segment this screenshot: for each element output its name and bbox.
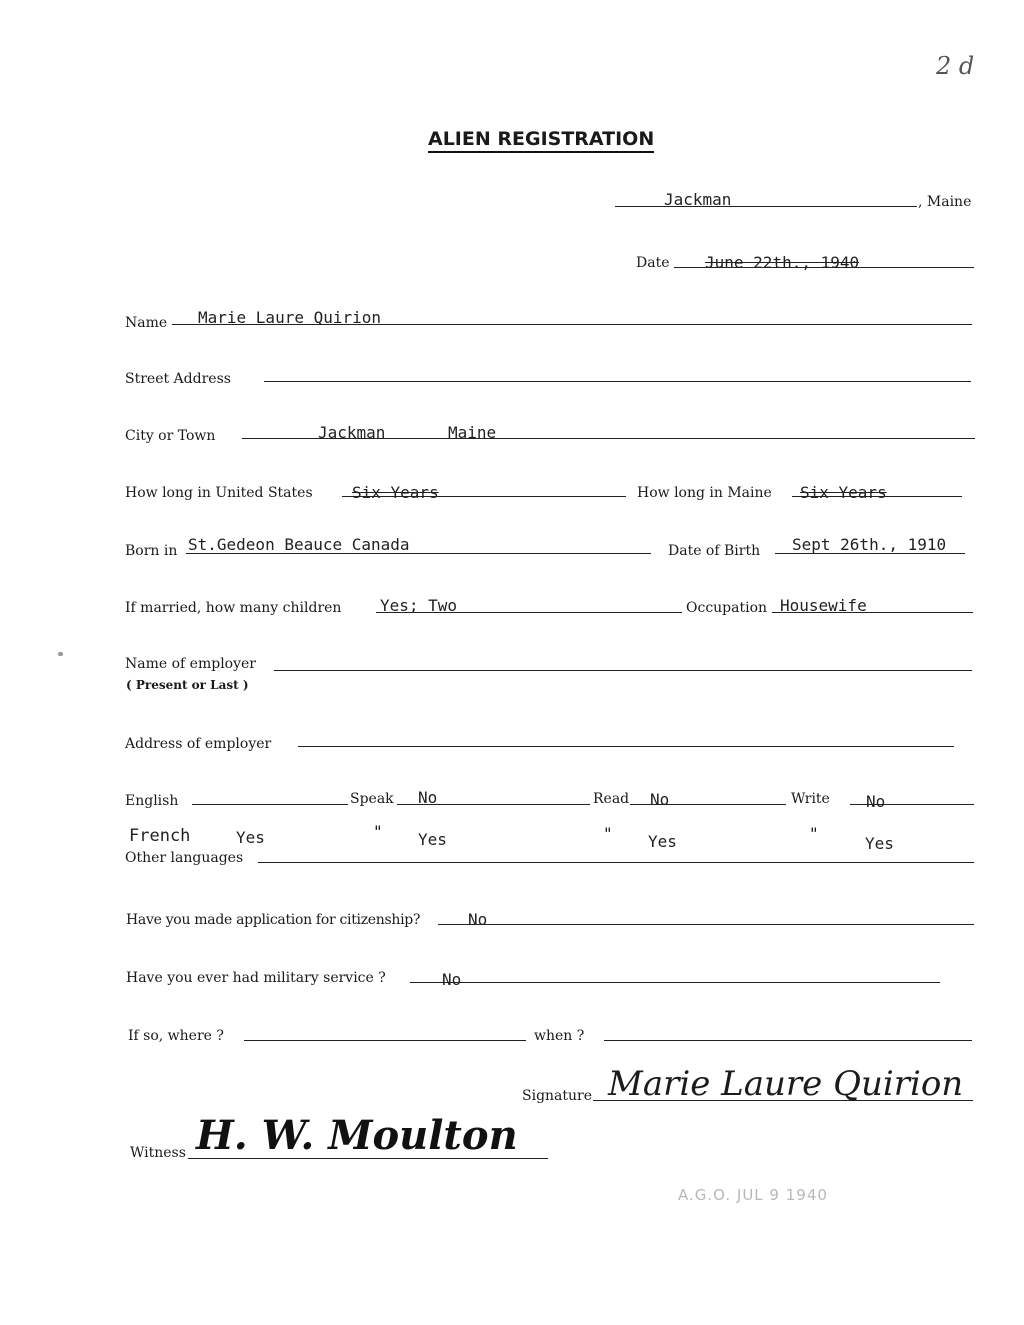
english-label: English — [125, 793, 179, 809]
ditto-write: " — [809, 824, 819, 843]
french-label: French — [129, 826, 191, 846]
occupation-value: Housewife — [780, 596, 867, 615]
if-so-where-line — [244, 1040, 526, 1041]
how-long-us-value: Six Years — [352, 483, 439, 502]
place-line — [615, 206, 917, 207]
other-languages-label: Other languages — [125, 850, 244, 866]
city-label: City or Town — [125, 428, 216, 444]
ditto-speak: " — [373, 822, 383, 841]
ditto-read: " — [603, 824, 613, 843]
other-languages-line — [258, 862, 974, 863]
occupation-label: Occupation — [686, 600, 768, 616]
street-address-label: Street Address — [125, 371, 231, 387]
english-speak-value: No — [418, 788, 438, 807]
street-address-line — [264, 381, 971, 382]
english-line — [192, 804, 348, 805]
witness-value: H. W. Moulton — [196, 1112, 518, 1159]
employer-name-label: Name of employer — [125, 656, 256, 672]
english-read-value: No — [650, 790, 670, 809]
english-write-value: No — [866, 792, 886, 811]
married-label: If married, how many children — [125, 600, 342, 616]
how-long-maine-label: How long in Maine — [637, 485, 772, 501]
signature-label: Signature — [522, 1088, 593, 1104]
received-stamp: A.G.O. JUL 9 1940 — [678, 1186, 828, 1204]
employer-address-label: Address of employer — [125, 736, 272, 752]
name-value: Marie Laure Quirion — [198, 308, 382, 327]
military-line — [410, 982, 940, 983]
read-label: Read — [593, 791, 630, 807]
date-of-birth-value: Sept 26th., 1910 — [792, 535, 947, 554]
french-write-value: Yes — [865, 834, 894, 853]
state-value: Maine — [448, 423, 497, 442]
employer-name-sublabel: ( Present or Last ) — [126, 678, 249, 692]
date-of-birth-label: Date of Birth — [668, 543, 761, 559]
date-value: June 22th., 1940 — [705, 253, 860, 272]
married-value: Yes; Two — [380, 596, 458, 615]
military-value: No — [442, 970, 462, 989]
name-label: Name — [125, 315, 168, 331]
date-label: Date — [636, 255, 670, 271]
if-so-when-line — [604, 1040, 972, 1041]
speak-label: Speak — [350, 791, 394, 807]
place-suffix: , Maine — [918, 194, 972, 210]
born-in-label: Born in — [125, 543, 178, 559]
page-title: ALIEN REGISTRATION — [428, 128, 654, 153]
french-read-value: Yes — [648, 832, 677, 851]
born-in-value: St.Gedeon Beauce Canada — [188, 535, 410, 554]
signature-value: Marie Laure Quirion — [608, 1064, 964, 1104]
citizenship-value: No — [468, 910, 488, 929]
military-label: Have you ever had military service ? — [126, 970, 386, 986]
corner-mark: 2 d — [936, 52, 975, 80]
employer-address-line — [298, 746, 954, 747]
citizenship-label: Have you made application for citizenship? — [126, 912, 421, 928]
employer-name-line — [274, 670, 972, 671]
place-value: Jackman — [664, 190, 732, 209]
citizenship-line — [438, 924, 974, 925]
how-long-us-label: How long in United States — [125, 485, 313, 501]
write-label: Write — [791, 791, 830, 807]
if-so-where-label: If so, where ? — [128, 1028, 224, 1044]
city-value: Jackman — [318, 423, 386, 442]
if-so-when-label: when ? — [534, 1028, 585, 1044]
how-long-maine-value: Six Years — [800, 483, 887, 502]
french-known-value: Yes — [236, 828, 265, 847]
witness-label: Witness — [130, 1145, 186, 1161]
french-speak-value: Yes — [418, 830, 447, 849]
stray-mark — [58, 652, 63, 656]
